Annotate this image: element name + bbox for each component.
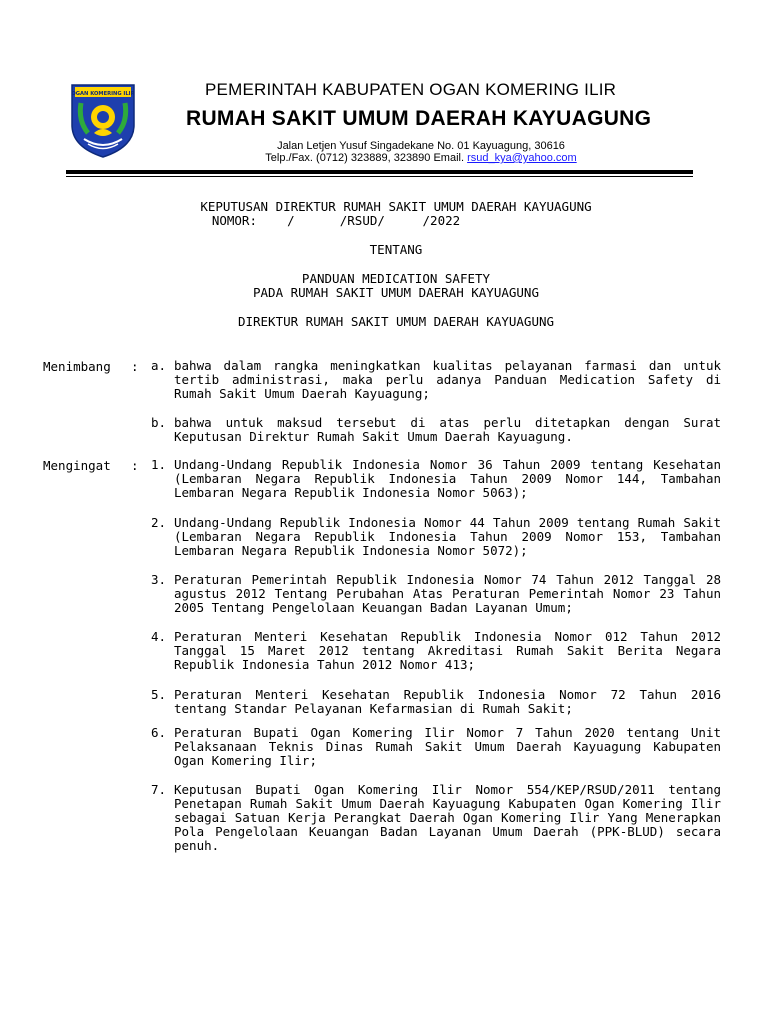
mengingat-item-5 bbox=[151, 688, 721, 716]
item-marker: 3. bbox=[151, 572, 167, 587]
item-marker: 6. bbox=[151, 725, 167, 740]
decree-number: NOMOR: / /RSUD/ /2022 bbox=[211, 213, 461, 228]
item-marker: 5. bbox=[151, 687, 167, 702]
subject-line-1: PANDUAN MEDICATION SAFETY bbox=[301, 271, 491, 286]
menimbang-item-a bbox=[151, 359, 721, 401]
item-marker: b. bbox=[151, 415, 167, 430]
contact-line bbox=[0, 152, 768, 164]
item-text: Keputusan Bupati Ogan Komering Ilir Nomor 554/KEP/RSUD/2011 tentang Penetapan Rumah Sakit Umum Daerah Kayuagung Kabupaten Ogan Komering Ilir sebagai Satuan Kerja Perangkat Daerah Ogan Komering Ilir Yang Menerapkan Pola Pengelolaan Keuangan Badan Layanan Umum Daerah (PPK-BLUD) secara penuh. bbox=[174, 782, 721, 853]
item-text: Peraturan Menteri Kesehatan Republik Indonesia Nomor 72 Tahun 2016 tentang Standar Pelayanan Kefarmasian di Rumah Sakit; bbox=[174, 687, 721, 716]
menimbang-label: Menimbang bbox=[43, 359, 111, 374]
item-text: Undang-Undang Republik Indonesia Nomor 44 Tahun 2009 tentang Rumah Sakit (Lembaran Negara Republik Indonesia Tahun 2009 Nomor 153, Tambahan Lembaran Negara Republik Indonesia Nomor 5072); bbox=[174, 515, 721, 558]
item-text: Peraturan Pemerintah Republik Indonesia Nomor 74 Tahun 2012 Tanggal 28 agustus 2012 Tentang Perubahan Atas Peraturan Pemerintah Nomor 23 Tahun 2005 Tentang Pengelolaan Keuangan Badan Layanan Umum; bbox=[174, 572, 721, 615]
item-text: bahwa dalam rangka meningkatkan kualitas pelayanan farmasi dan untuk tertib administrasi, maka perlu adanya Panduan Medication Safety di Rumah Sakit Umum Daerah Kayuagung; bbox=[174, 358, 721, 401]
contact-prefix: Telp./Fax. (0712) 323889, 323890 Email. bbox=[265, 152, 468, 164]
mengingat-item-7 bbox=[151, 783, 721, 853]
item-text: Peraturan Bupati Ogan Komering Ilir Nomor 7 Tahun 2020 tentang Unit Pelaksanaan Teknis Dinas Rumah Sakit Umum Daerah Kayuagung Kabupaten Ogan Komering Ilir; bbox=[174, 725, 721, 768]
menimbang-item-b bbox=[151, 416, 721, 444]
subject-line-2: PADA RUMAH SAKIT UMUM DAERAH KAYUAGUNG bbox=[253, 285, 539, 300]
mengingat-label: Mengingat bbox=[43, 458, 111, 473]
about-heading: TENTANG bbox=[369, 242, 423, 257]
item-marker: 7. bbox=[151, 782, 167, 797]
letterhead-rule-thin bbox=[66, 176, 693, 177]
mengingat-item-2 bbox=[151, 516, 721, 558]
mengingat-item-4 bbox=[151, 630, 721, 672]
item-text: bahwa untuk maksud tersebut di atas perlu ditetapkan dengan Surat Keputusan Direktur Rumah Sakit Umum Daerah Kayuagung. bbox=[174, 415, 721, 444]
item-marker: 4. bbox=[151, 629, 167, 644]
decree-title: KEPUTUSAN DIREKTUR RUMAH SAKIT UMUM DAERAH KAYUAGUNG bbox=[200, 199, 592, 214]
hospital-heading: RUMAH SAKIT UMUM DAERAH KAYUAGUNG bbox=[186, 107, 652, 130]
mengingat-item-1 bbox=[151, 458, 721, 500]
address-line: Jalan Letjen Yusuf Singadekane No. 01 Kayuagung, 30616 bbox=[277, 140, 565, 152]
email-link[interactable]: rsud_kya@yahoo.com bbox=[467, 152, 577, 164]
director-heading: DIREKTUR RUMAH SAKIT UMUM DAERAH KAYUAGUNG bbox=[237, 314, 555, 329]
mengingat-item-3 bbox=[151, 573, 721, 615]
letterhead-rule-thick bbox=[66, 170, 693, 174]
item-marker: a. bbox=[151, 358, 167, 373]
item-marker: 1. bbox=[151, 457, 167, 472]
item-text: Undang-Undang Republik Indonesia Nomor 36 Tahun 2009 tentang Kesehatan (Lembaran Negara Republik Indonesia Tahun 2009 Nomor 144, Tambahan Lembaran Negara Republik Indonesia Nomor 5063); bbox=[174, 457, 721, 500]
item-marker: 2. bbox=[151, 515, 167, 530]
mengingat-colon: : bbox=[131, 458, 139, 473]
seal-text: OGAN KOMERING ILIR bbox=[71, 91, 135, 97]
item-text: Peraturan Menteri Kesehatan Republik Indonesia Nomor 012 Tahun 2012 Tanggal 15 Maret 2012 tentang Akreditasi Rumah Sakit Berita Negara Republik Indonesia Tahun 2012 Nomor 413; bbox=[174, 629, 721, 672]
government-heading: PEMERINTAH KABUPATEN OGAN KOMERING ILIR bbox=[205, 80, 617, 99]
menimbang-colon: : bbox=[131, 359, 139, 374]
mengingat-item-6 bbox=[151, 726, 721, 768]
